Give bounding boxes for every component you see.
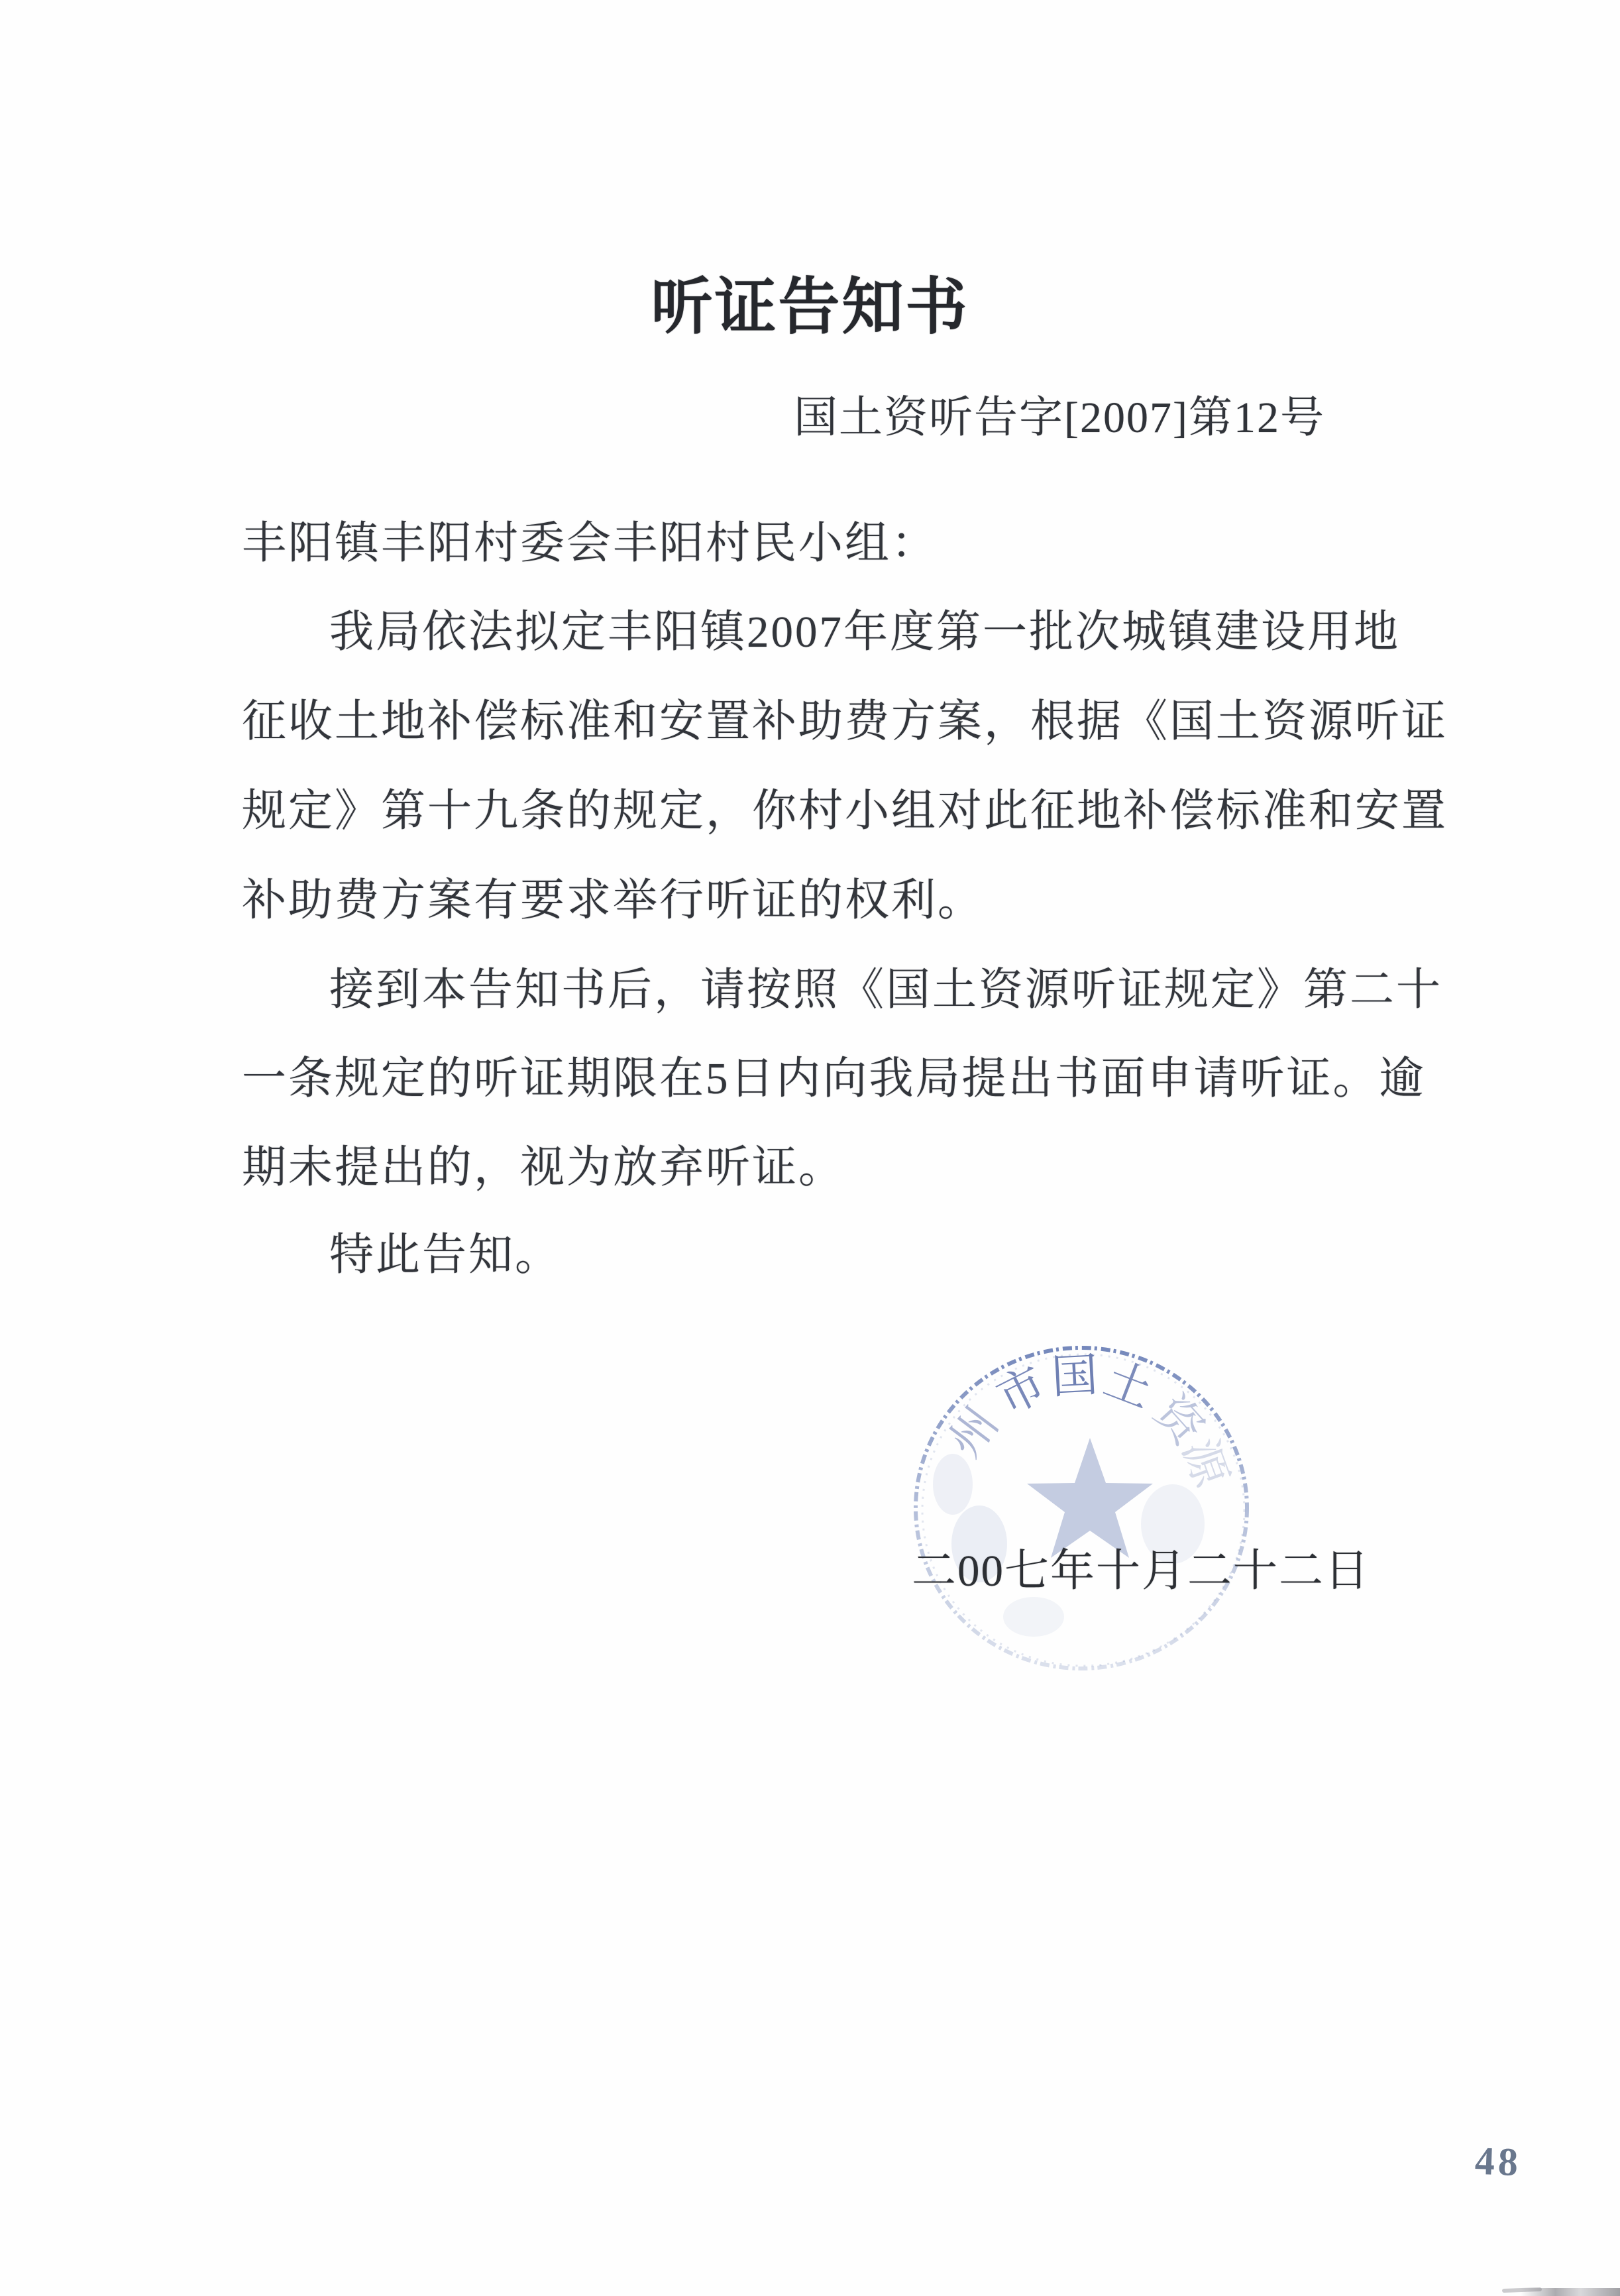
seal-arc-char: 资 (1144, 1386, 1214, 1455)
seal-arc-char: 土 (1097, 1353, 1160, 1418)
official-seal-stamp (881, 1312, 1305, 1723)
addressee-line: 丰阳镇丰阳村委会丰阳村民小组： (242, 519, 938, 568)
closing-line: 特此告知。 (329, 1230, 561, 1280)
seal-arc-char: 国 (1050, 1350, 1099, 1404)
body-line: 一条规定的听证期限在5日内向我局提出书面申请听证。逾 (242, 1054, 1426, 1103)
date-line: 二00七年十月二十二日 (912, 1547, 1370, 1596)
seal-star (1027, 1438, 1153, 1558)
seal-arc-char: 源 (1172, 1432, 1237, 1494)
seal-arc-char: 州 (940, 1398, 1008, 1467)
body-line: 期未提出的，视为放弃听证。 (242, 1143, 845, 1192)
page-number: 48 (1474, 2138, 1523, 2185)
body-line: 接到本告知书后，请按照《国土资源听证规定》第二十 (329, 965, 1442, 1014)
body-line: 规定》第十九条的规定，你村小组对此征地补偿标准和安置 (242, 787, 1448, 836)
seal-ink-smudge (933, 1454, 973, 1515)
body-line: 补助费方案有要求举行听证的权利。 (242, 876, 984, 925)
seal-ink-smudge (1003, 1597, 1064, 1637)
body-line: 我局依法拟定丰阳镇2007年度第一批次城镇建设用地 (329, 608, 1400, 657)
document-number: 国土资听告字[2007]第12号 (794, 394, 1325, 442)
seal-arc-char: 市 (989, 1358, 1054, 1425)
body-line: 征收土地补偿标准和安置补助费方案，根据《国土资源听证 (242, 697, 1448, 746)
document-title: 听证告知书 (651, 274, 969, 342)
